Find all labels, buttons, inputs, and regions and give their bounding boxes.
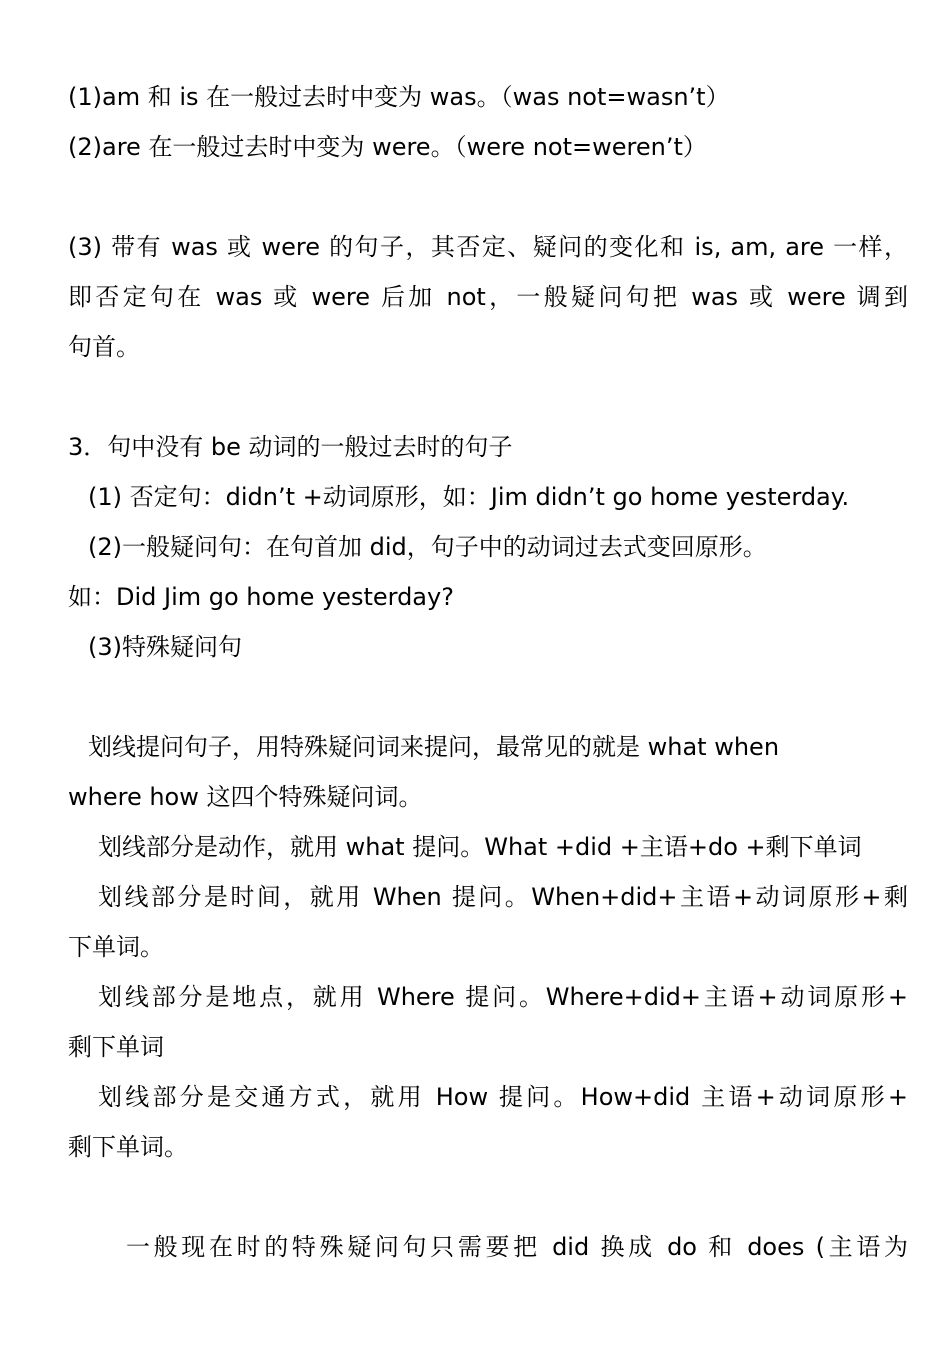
section-heading-no-be-verb: 3．句中没有 be 动词的一般过去时的句子 <box>68 433 513 461</box>
text-line-was-rule: (1)am 和 is 在一般过去时中变为 was。（was not=wasn’t） <box>68 83 730 111</box>
text-line-how-rule-2: 剩下单词。 <box>68 1133 188 1161</box>
text-line-where-rule-2: 剩下单词 <box>68 1033 164 1061</box>
text-line-general-question: (2)一般疑问句：在句首加 did，句子中的动词过去式变回原形。 <box>88 533 767 561</box>
text-line-underline-question-2: where how 这四个特殊疑问词。 <box>68 783 423 811</box>
text-line-negation-question-1: (3) 带有 was 或 were 的句子，其否定、疑问的变化和 is, am, are 一样， <box>68 233 908 261</box>
text-line-general-question-example: 如：Did Jim go home yesterday? <box>68 583 454 611</box>
text-line-what-rule: 划线部分是动作，就用 what 提问。What +did +主语+do +剩下单词 <box>98 833 862 861</box>
text-line-negation-question-3: 句首。 <box>68 333 140 361</box>
text-line-were-rule: (2)are 在一般过去时中变为 were。（were not=weren’t） <box>68 133 707 161</box>
text-line-present-tense-question: 一般现在时的特殊疑问句只需要把 did 换成 do 和 does (主语为 <box>126 1233 908 1261</box>
text-line-special-question: (3)特殊疑问句 <box>88 633 242 661</box>
text-line-when-rule-2: 下单词。 <box>68 933 164 961</box>
text-line-underline-question-1: 划线提问句子，用特殊疑问词来提问，最常见的就是 what when <box>88 733 780 761</box>
text-line-how-rule-1: 划线部分是交通方式，就用 How 提问。How+did 主语+动词原形+ <box>98 1083 908 1111</box>
text-line-where-rule-1: 划线部分是地点，就用 Where 提问。Where+did+主语+动词原形+ <box>98 983 908 1011</box>
text-line-when-rule-1: 划线部分是时间，就用 When 提问。When+did+主语+动词原形+剩 <box>98 883 908 911</box>
text-line-negation-question-2: 即否定句在 was 或 were 后加 not，一般疑问句把 was 或 were 调到 <box>68 283 908 311</box>
text-line-negative-sentence: (1) 否定句：didn’t +动词原形，如：Jim didn’t go home yesterday. <box>88 483 850 511</box>
